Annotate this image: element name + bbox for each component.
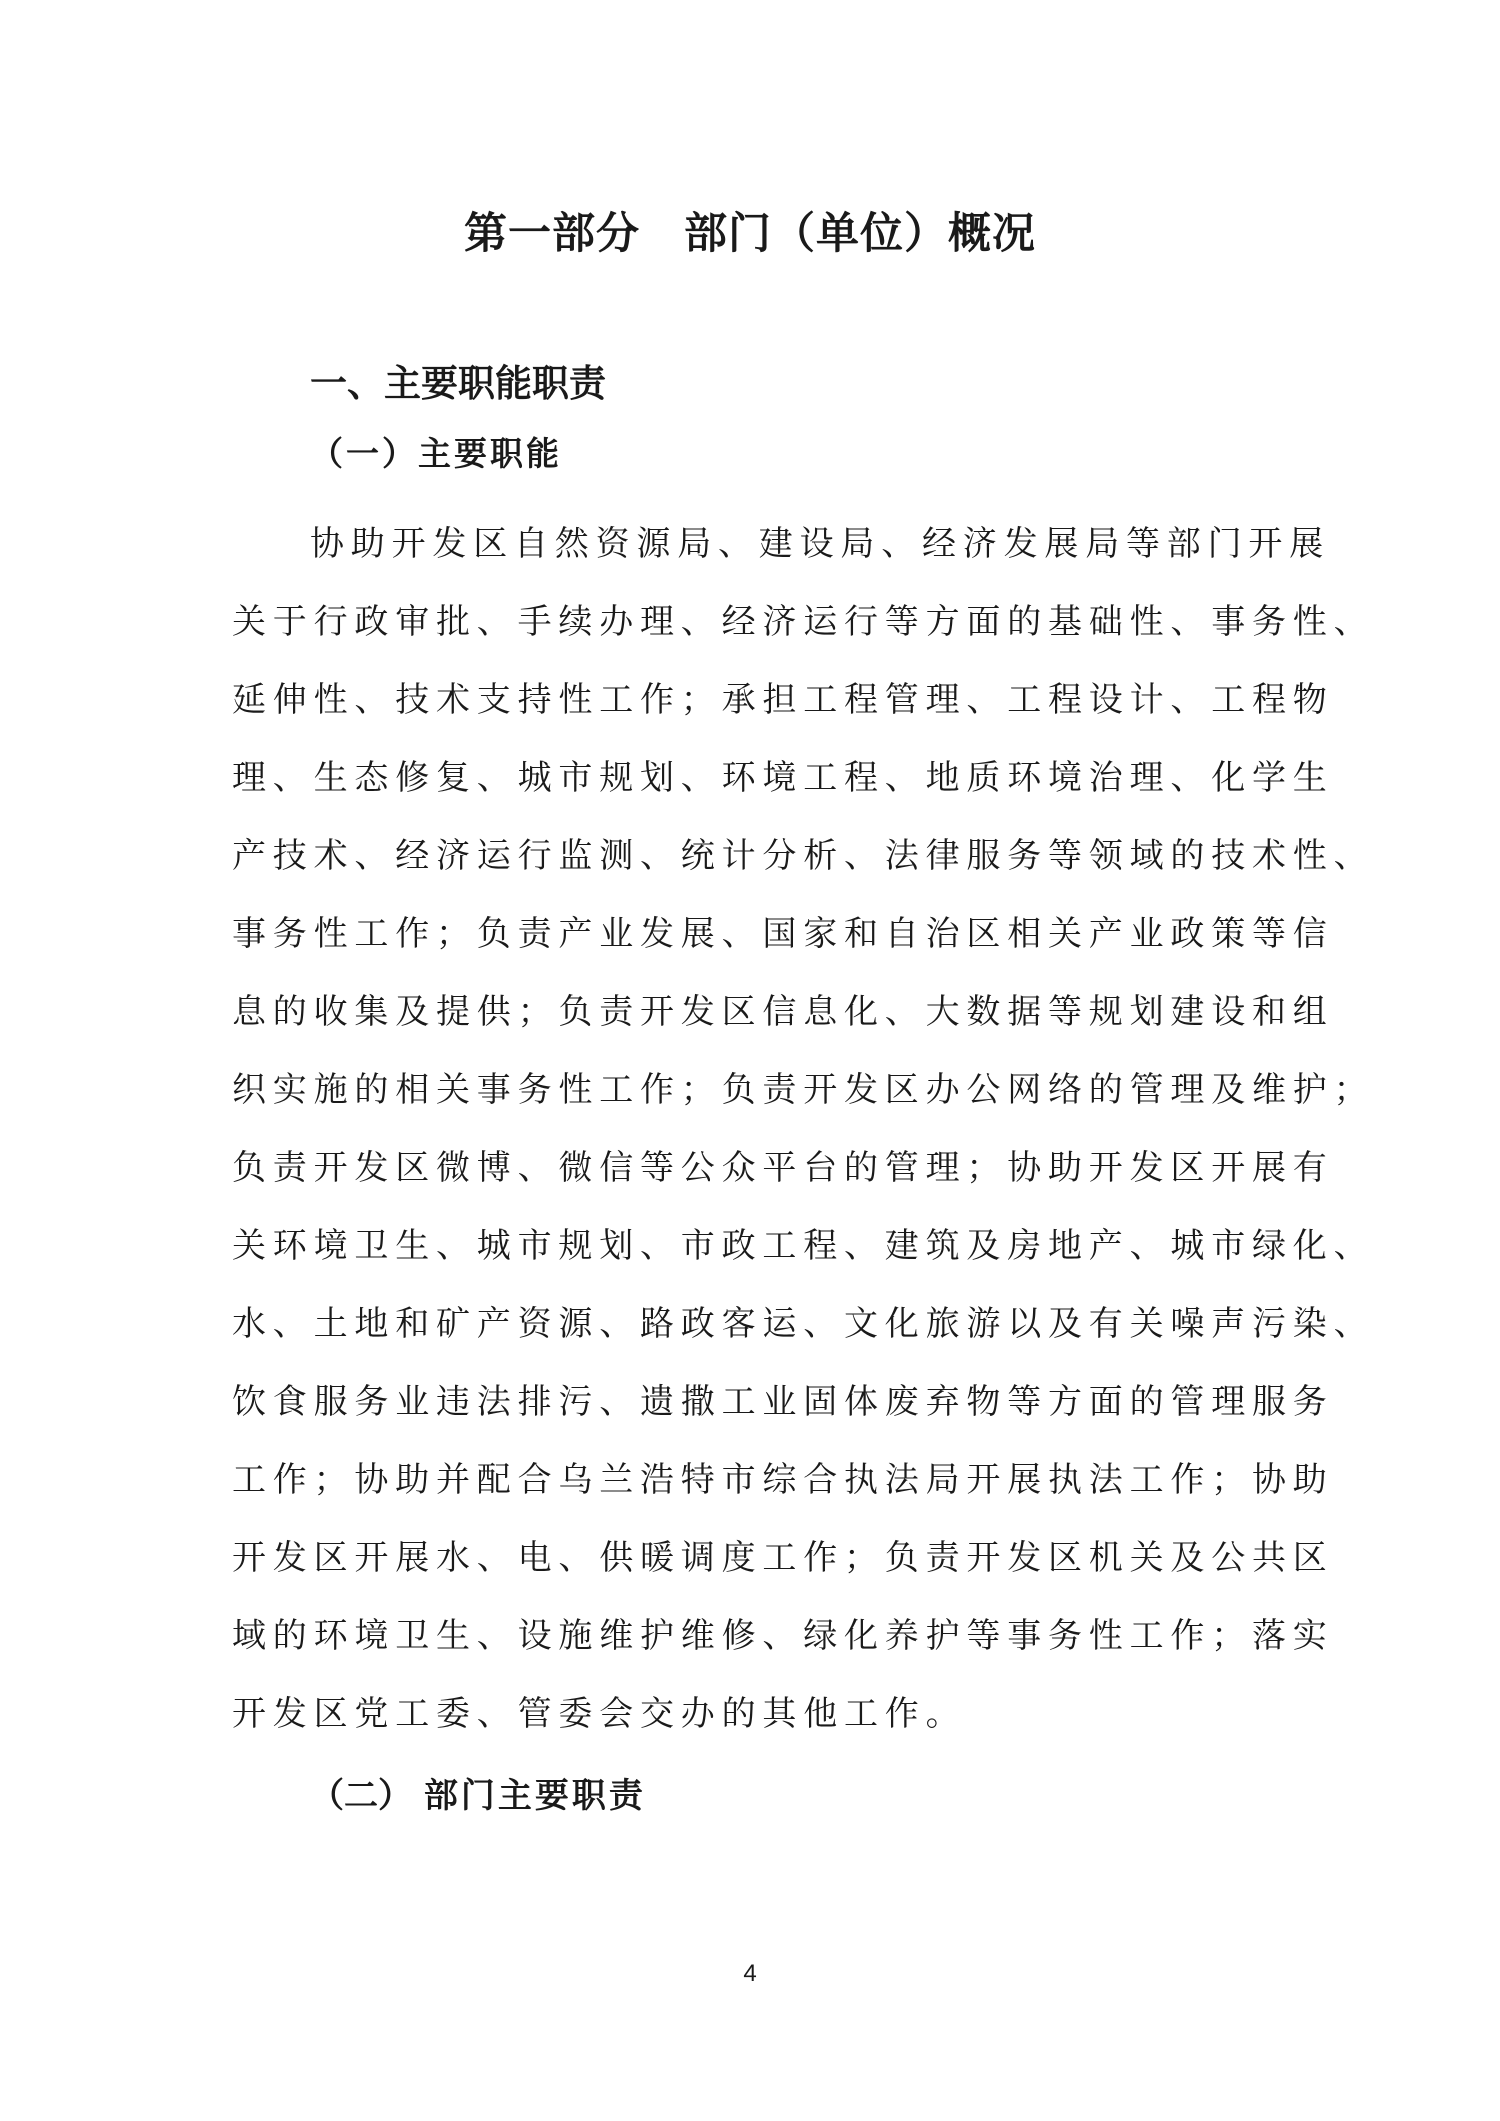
subsection-title: 部门主要职责 — [423, 1776, 646, 1816]
section-heading: 一、主要职能职责 — [310, 362, 606, 405]
paragraph-line: 关于行政审批、手续办理、经济运行等方面的基础性、事务性、 — [232, 602, 1375, 642]
functions-paragraph — [232, 505, 1375, 1753]
subsection-heading-functions: （一）主要职能 — [310, 434, 562, 473]
paragraph-line: 织实施的相关事务性工作；负责开发区办公网络的管理及维护； — [232, 1070, 1375, 1110]
paragraph-line: 负责开发区微博、微信等公众平台的管理；协助开发区开展有 — [232, 1148, 1334, 1188]
page-number: 4 — [743, 1960, 757, 1987]
subsection-heading-responsibilities — [310, 1768, 646, 1817]
paragraph-line: 域的环境卫生、设施维护维修、绿化养护等事务性工作；落实 — [232, 1616, 1334, 1656]
paragraph-line: 事务性工作；负责产业发展、国家和自治区相关产业政策等信 — [232, 914, 1334, 954]
paragraph-line: 开发区开展水、电、供暖调度工作；负责开发区机关及公共区 — [232, 1538, 1334, 1578]
paragraph-line: 理、生态修复、城市规划、环境工程、地质环境治理、化学生 — [232, 758, 1334, 798]
paragraph-line: 关环境卫生、城市规划、市政工程、建筑及房地产、城市绿化、 — [232, 1226, 1375, 1266]
paragraph-line: 息的收集及提供；负责开发区信息化、大数据等规划建设和组 — [232, 992, 1334, 1032]
page-title: 第一部分 部门（单位）概况 — [464, 209, 1036, 259]
paragraph-line: 水、土地和矿产资源、路政客运、文化旅游以及有关噪声污染、 — [232, 1304, 1375, 1344]
paragraph-line: 开发区党工委、管委会交办的其他工作。 — [232, 1694, 967, 1734]
paragraph-line: 饮食服务业违法排污、遗撒工业固体废弃物等方面的管理服务 — [232, 1382, 1334, 1422]
paragraph-line: 工作；协助并配合乌兰浩特市综合执法局开展执法工作；协助 — [232, 1460, 1334, 1500]
paragraph-line: 协助开发区自然资源局、建设局、经济发展局等部门开展 — [310, 524, 1330, 564]
paragraph-line: 延伸性、技术支持性工作；承担工程管理、工程设计、工程物 — [232, 680, 1334, 720]
subsection-number: （二） — [310, 1776, 412, 1816]
paragraph-line: 产技术、经济运行监测、统计分析、法律服务等领域的技术性、 — [232, 836, 1375, 876]
